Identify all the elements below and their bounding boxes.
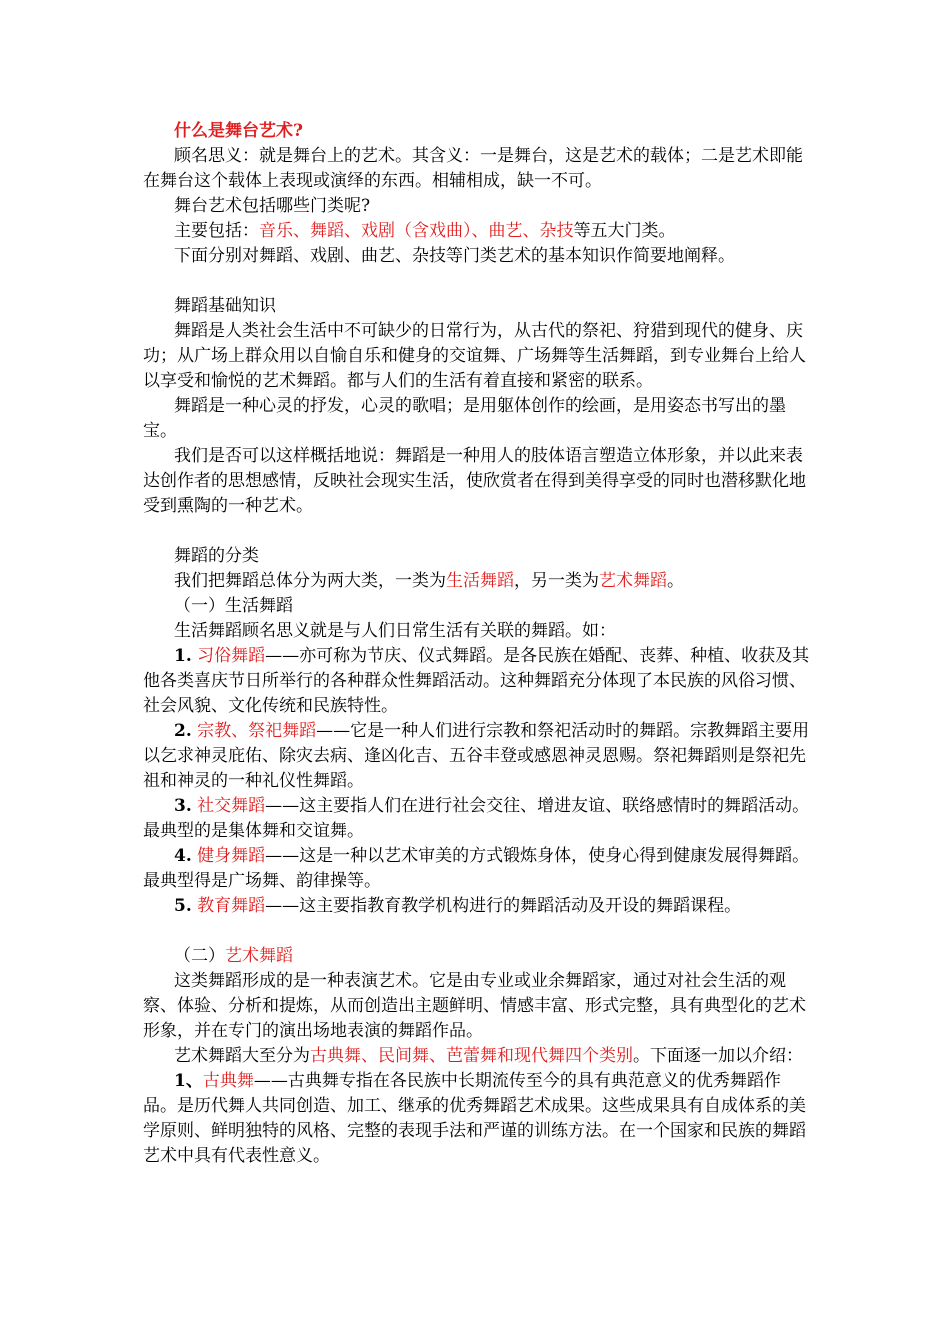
art-dance-types-highlight: 古典舞、民间舞、芭蕾舞和现代舞四个类别 bbox=[310, 1046, 633, 1066]
section-heading-classification: 舞蹈的分类 bbox=[174, 546, 259, 566]
categories-list bbox=[143, 219, 811, 244]
section-heading-dance-basics: 舞蹈基础知识 bbox=[174, 296, 276, 316]
classification-intro-prefix: 我们把舞蹈总体分为两大类，一类为 bbox=[174, 571, 446, 591]
classification-intro-mid: ，另一类为 bbox=[514, 571, 599, 591]
list-item-number: 1. bbox=[174, 646, 192, 666]
categories-suffix: 等五大门类。 bbox=[573, 221, 676, 241]
list-item-number: 1、 bbox=[174, 1071, 203, 1091]
art-dance-heading-prefix: （二） bbox=[174, 946, 225, 966]
list-item-name: 宗教、祭祀舞蹈 bbox=[197, 721, 317, 741]
classification-intro bbox=[143, 569, 811, 594]
list-item-text: ——这主要指人们在进行社会交往、增进友谊、联络感情时的舞蹈活动。最典型的是集体舞和交谊舞。 bbox=[143, 796, 810, 841]
art-dance-heading-label: 艺术舞蹈 bbox=[225, 946, 293, 966]
list-item-name: 社交舞蹈 bbox=[197, 796, 266, 816]
spacer bbox=[143, 519, 811, 544]
list-item-text: ——这主要指教育教学机构进行的舞蹈活动及开设的舞蹈课程。 bbox=[265, 896, 742, 916]
classification-intro-suffix: 。 bbox=[667, 571, 684, 591]
question-categories: 舞台艺术包括哪些门类呢? bbox=[174, 196, 371, 216]
list-item-number: 4. bbox=[174, 846, 192, 866]
list-item bbox=[143, 794, 811, 844]
list-item-name: 健身舞蹈 bbox=[197, 846, 266, 866]
life-dance-highlight: 生活舞蹈 bbox=[446, 571, 514, 591]
life-dance-intro: 生活舞蹈顾名思义就是与人们日常生活有关联的舞蹈。如： bbox=[174, 621, 616, 641]
categories-highlight: 音乐、舞蹈、戏剧（含戏曲）、曲艺、杂技 bbox=[259, 221, 574, 241]
list-item-classical-dance bbox=[143, 1069, 811, 1169]
art-dance-paragraph-2 bbox=[143, 1044, 811, 1069]
categories-explanation: 下面分别对舞蹈、戏剧、曲艺、杂技等门类艺术的基本知识作简要地阐释。 bbox=[174, 246, 735, 266]
spacer bbox=[143, 269, 811, 294]
dance-basics-paragraph-3: 我们是否可以这样概括地说：舞蹈是一种用人的肢体语言塑造立体形象，并以此来表达创作者的思想感情，反映社会现实生活，使欣赏者在得到美得享受的同时也潜移默化地受到熏陶的一种艺术。 bbox=[143, 446, 806, 516]
document-body bbox=[143, 119, 811, 1169]
list-item-name: 习俗舞蹈 bbox=[197, 646, 266, 666]
subheading-art-dance bbox=[143, 944, 811, 969]
list-item bbox=[143, 719, 811, 794]
question-what-is-stage-art: 什么是舞台艺术? bbox=[174, 121, 303, 141]
list-item-text: ——它是一种人们进行宗教和祭祀活动时的舞蹈。宗教舞蹈主要用以乞求神灵庇佑、除灾去病、逢凶化吉、五谷丰登或感恩神灵恩赐。祭祀舞蹈则是祭祀先祖和神灵的一种礼仪性舞蹈。 bbox=[143, 721, 810, 791]
list-item-name: 教育舞蹈 bbox=[197, 896, 266, 916]
list-item-text: ——亦可称为节庆、仪式舞蹈。是各民族在婚配、丧葬、种植、收获及其他各类喜庆节日所举行的各种群众性舞蹈活动。这种舞蹈充分体现了本民族的风俗习惯、社会风貌、文化传统和民族特性。 bbox=[143, 646, 810, 716]
dance-basics-paragraph-2: 舞蹈是一种心灵的抒发，心灵的歌唱；是用躯体创作的绘画，是用姿态书写出的墨宝。 bbox=[143, 396, 786, 441]
spacer bbox=[143, 919, 811, 944]
list-item bbox=[143, 894, 811, 919]
art-dance-paragraph-1: 这类舞蹈形成的是一种表演艺术。它是由专业或业余舞蹈家，通过对社会生活的观察、体验、分析和提炼，从而创造出主题鲜明、情感丰富、形式完整，具有典型化的艺术形象，并在专门的演出场地表演的舞蹈作品。 bbox=[143, 971, 806, 1041]
list-item-text: ——古典舞专指在各民族中长期流传至今的具有典范意义的优秀舞蹈作品。是历代舞人共同创造、加工、继承的优秀舞蹈艺术成果。这些成果具有自成体系的美学原则、鲜明独特的风格、完整的表现手法和严谨的训练方法。在一个国家和民族的舞蹈艺术中具有代表性意义。 bbox=[143, 1071, 806, 1166]
list-item-number: 5. bbox=[174, 896, 192, 916]
categories-prefix: 主要包括： bbox=[174, 221, 259, 241]
subheading-life-dance: （一）生活舞蹈 bbox=[174, 596, 293, 616]
art-dance-p2-suffix: 。下面逐一加以介绍： bbox=[633, 1046, 803, 1066]
list-item bbox=[143, 844, 811, 894]
list-item-number: 2. bbox=[174, 721, 192, 741]
art-dance-highlight: 艺术舞蹈 bbox=[599, 571, 667, 591]
dance-basics-paragraph-1: 舞蹈是人类社会生活中不可缺少的日常行为，从古代的祭祀、狩猎到现代的健身、庆功；从广场上群众用以自愉自乐和健身的交谊舞、广场舞等生活舞蹈，到专业舞台上给人以享受和愉悦的艺术舞蹈。都与人们的生活有着直接和紧密的联系。 bbox=[143, 321, 806, 391]
art-dance-p2-prefix: 艺术舞蹈大至分为 bbox=[174, 1046, 310, 1066]
list-item-name: 古典舞 bbox=[202, 1071, 254, 1091]
list-item-number: 3. bbox=[174, 796, 192, 816]
list-item bbox=[143, 644, 811, 719]
stage-art-definition: 顾名思义：就是舞台上的艺术。其含义：一是舞台，这是艺术的载体；二是艺术即能在舞台这个载体上表现或演绎的东西。相辅相成，缺一不可。 bbox=[143, 146, 803, 191]
list-item-text: ——这是一种以艺术审美的方式锻炼身体，使身心得到健康发展得舞蹈。最典型得是广场舞、韵律操等。 bbox=[143, 846, 810, 891]
